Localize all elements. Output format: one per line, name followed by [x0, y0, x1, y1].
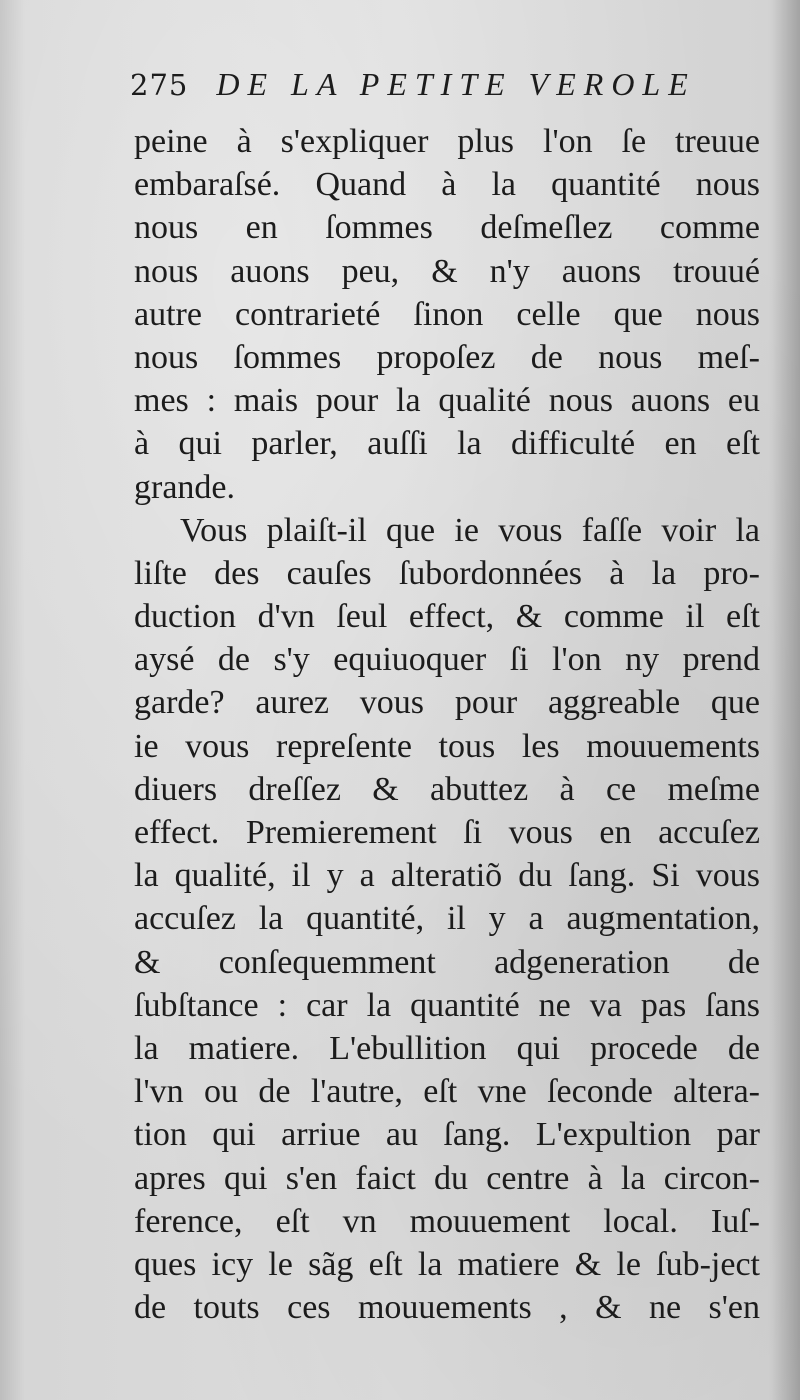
text-line: effect. Premierement ſi vous en accuſez: [134, 814, 760, 851]
page-header: [130, 66, 770, 118]
paragraph-first-line: Vous plaiſt-il que ie vous faſſe voir la: [180, 511, 760, 549]
paragraph-last-line: grande.: [134, 468, 236, 506]
text-line: liſte des cauſes ſubordonnées à la pro-: [134, 554, 760, 592]
text-line: peine à s'expliquer plus l'on ſe treuue: [134, 123, 760, 160]
text-line: nous ſommes propoſez de nous meſ-: [134, 338, 760, 376]
text-line: de touts ces mouuements , & ne s'en: [134, 1289, 760, 1327]
text-line: aysé de s'y equiuoquer ſi l'on ny prend: [134, 641, 760, 679]
text-line: autre contrarieté ſinon celle que nous: [134, 295, 760, 333]
text-line: ſubſtance : car la quantité ne va pas ſans: [134, 986, 760, 1024]
text-line: garde? aurez vous pour aggreable que: [134, 684, 760, 722]
page-number: 275: [130, 68, 189, 102]
text-body: [134, 120, 760, 1329]
text-line: accuſez la quantité, il y a augmentation,: [134, 900, 760, 938]
text-line: diuers dreſſez & abuttez à ce meſme: [134, 770, 760, 808]
text-line: ie vous repreſente tous les mouuements: [134, 727, 760, 765]
running-title: DE LA PETITE VEROLE: [216, 66, 696, 102]
text-line: l'vn ou de l'autre, eſt vne ſeconde altera-: [134, 1073, 760, 1111]
text-line: à qui parler, auſſi la difficulté en eſt: [134, 425, 760, 463]
text-line: la matiere. L'ebullition qui procede de: [134, 1029, 760, 1067]
text-line: embaraſsé. Quand à la quantité nous: [134, 166, 760, 204]
text-line: mes : mais pour la qualité nous auons eu: [134, 382, 760, 420]
text-line: ference, eſt vn mouuement local. Iuſ-: [134, 1202, 760, 1240]
text-line: ques icy le sãg eſt la matiere & le ſub-ject: [134, 1245, 760, 1283]
text-line: duction d'vn ſeul effect, & comme il eſt: [134, 598, 760, 636]
text-line: apres qui s'en faict du centre à la circon-: [134, 1159, 760, 1197]
text-line: nous auons peu, & n'y auons trouué: [134, 252, 760, 290]
text-line: & conſequemment adgeneration de: [134, 943, 760, 981]
page-edge-shadow: [772, 0, 800, 1400]
text-line: la qualité, il y a alteratiõ du ſang. Si vous: [134, 857, 760, 895]
text-line: nous en ſommes deſmeſlez comme: [134, 209, 760, 247]
text-line: tion qui arriue au ſang. L'expultion par: [134, 1116, 760, 1154]
